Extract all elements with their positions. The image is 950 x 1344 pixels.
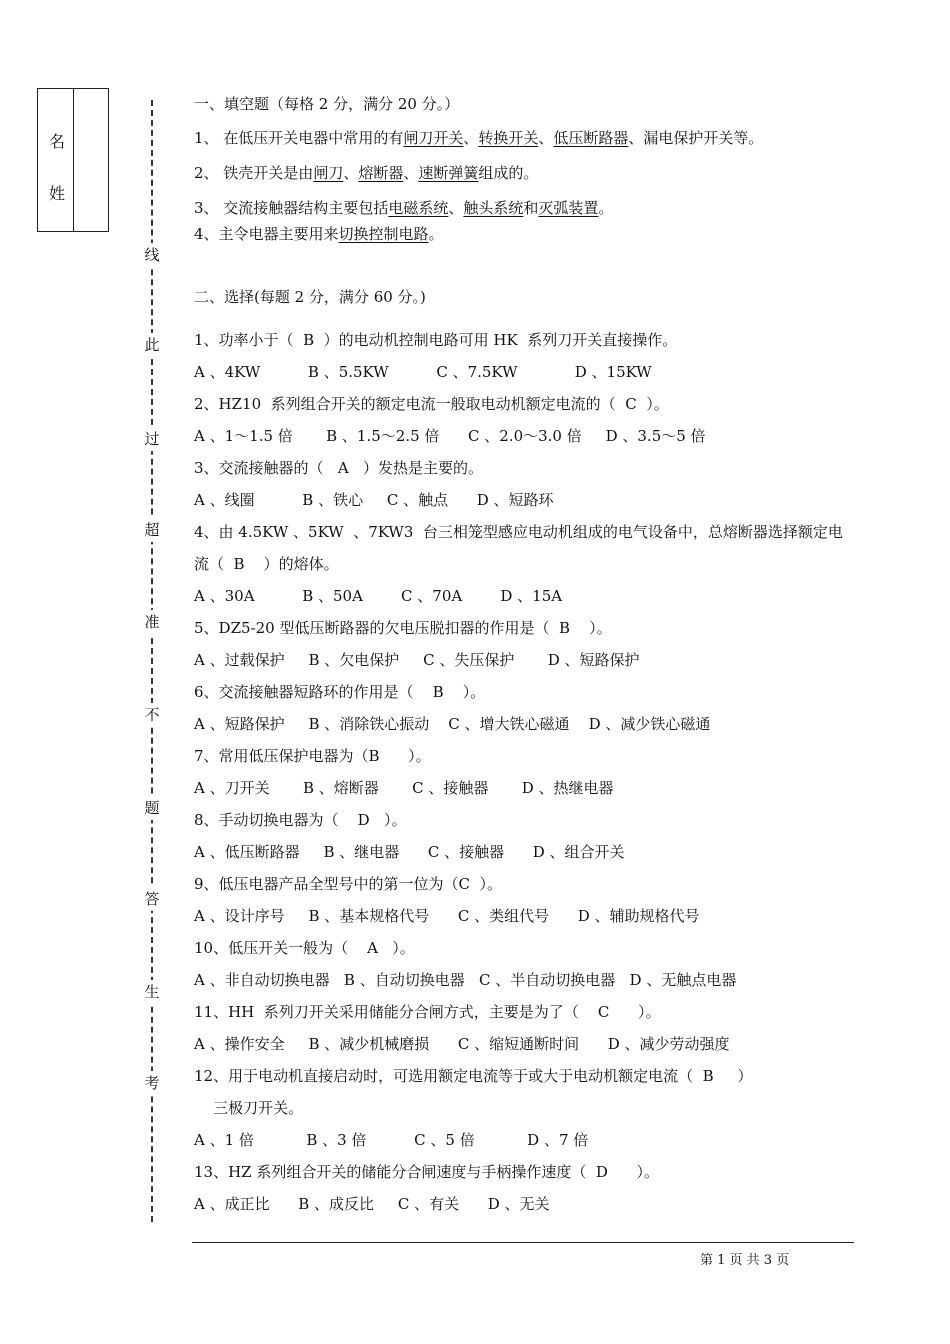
choice-options: A 、操作安全 B 、减少机械磨损 C 、缩短通断时间 D 、减少劳动强度 (194, 1035, 730, 1053)
fill-question-1 (194, 128, 763, 148)
q3-pre: 3、 交流接触器结构主要包括 (194, 199, 389, 217)
fill-question-2 (194, 163, 538, 183)
q2-pre: 2、 铁壳开关是由 (194, 164, 314, 182)
fill-question-4 (194, 224, 444, 244)
q1-answer-3: 低压断路器 (553, 129, 629, 147)
seal-char-8: 答 (140, 887, 164, 911)
q1-pre: 1、 在低压开关电器中常用的有 (194, 129, 404, 147)
q2-answer-2: 熔断器 (358, 164, 404, 182)
q3-answer-2: 触头系统 (463, 199, 524, 217)
choice-line: 7、常用低压保护电器为（B ）。 (194, 747, 431, 765)
q1-post: 、漏电保护开关等。 (628, 129, 764, 147)
name-box-char-2: 姓 (48, 184, 65, 203)
choice-line: 12、用于电动机直接启动时，可选用额定电流等于或大于电动机额定电流（ B ） (194, 1067, 753, 1085)
footer-rule (192, 1242, 854, 1243)
seal-char-1: 线 (140, 243, 164, 267)
q4-answer-1: 切换控制电路 (338, 225, 429, 243)
choice-line: 11、HH 系列刀开关采用储能分合闸方式，主要是为了（ C ）。 (194, 1003, 661, 1021)
name-box-char-1: 名 (48, 132, 65, 151)
q3-sep-2: 和 (523, 199, 539, 217)
seal-char-2: 此 (140, 333, 164, 357)
choice-line: 6、交流接触器短路环的作用是（ B ）。 (194, 683, 486, 701)
choice-options: A 、1～1.5 倍 B 、1.5～2.5 倍 C 、2.0～3.0 倍 D 、3.5～5 倍 (194, 427, 706, 445)
q4-post: 。 (428, 225, 444, 243)
q3-sep-1: 、 (448, 199, 464, 217)
q2-sep-1: 、 (343, 164, 359, 182)
choice-options: A 、低压断路器 B 、继电器 C 、接触器 D 、组合开关 (194, 843, 625, 861)
choice-line: 9、低压电器产品全型号中的第一位为（C ）。 (194, 875, 503, 893)
choice-line-continued: 流（ B ）的熔体。 (194, 555, 339, 573)
name-box-divider (73, 89, 74, 231)
q3-answer-3: 灭弧装置 (538, 199, 599, 217)
name-box (37, 88, 109, 232)
seal-char-6: 不 (140, 703, 164, 727)
choice-line: 4、由 4.5KW 、5KW 、7KW3 台三相笼型感应电动机组成的电气设备中，总熔断器选择额定电 (194, 523, 843, 541)
seal-char-5: 准 (140, 610, 164, 634)
seal-char-10: 考 (140, 1071, 164, 1095)
q1-sep-1: 、 (463, 129, 479, 147)
section1-heading: 一、填空题（每格 2 分，满分 20 分。） (194, 95, 460, 113)
choice-options: A 、1 倍 B 、3 倍 C 、5 倍 D 、7 倍 (194, 1131, 589, 1149)
q2-sep-2: 、 (403, 164, 419, 182)
choice-line: 5、DZ5-20 型低压断路器的欠电压脱扣器的作用是（ B ）。 (194, 619, 612, 637)
choice-line: 13、HZ 系列组合开关的储能分合闸速度与手柄操作速度（ D ）。 (194, 1163, 660, 1181)
choice-line: 3、交流接触器的（ A ）发热是主要的。 (194, 459, 483, 477)
q4-pre: 4、主令电器主要用来 (194, 225, 339, 243)
choice-line: 10、低压开关一般为（ A ）。 (194, 939, 415, 957)
page-number: 第 1 页 共 3 页 (700, 1253, 790, 1268)
q3-answer-1: 电磁系统 (388, 199, 449, 217)
choice-line: 1、功率小于（ B ）的电动机控制电路可用 HK 系列刀开关直接操作。 (194, 331, 678, 349)
q1-sep-2: 、 (538, 129, 554, 147)
choice-line: 8、手动切换电器为（ D ）。 (194, 811, 407, 829)
seal-char-3: 过 (140, 427, 164, 451)
seal-char-4: 超 (140, 518, 164, 542)
section2-heading: 二、选择(每题 2 分，满分 60 分。) (194, 288, 426, 306)
q3-post: 。 (598, 199, 614, 217)
choice-options: A 、成正比 B 、成反比 C 、有关 D 、无关 (194, 1195, 550, 1213)
q1-answer-1: 闸刀开关 (403, 129, 464, 147)
seal-line (151, 100, 153, 1222)
choice-options: A 、过载保护 B 、欠电保护 C 、失压保护 D 、短路保护 (194, 651, 640, 669)
choice-line-continued: 三极刀开关。 (194, 1099, 304, 1117)
q2-answer-3: 速断弹簧 (418, 164, 479, 182)
q2-answer-1: 闸刀 (313, 164, 344, 182)
seal-char-9: 生 (140, 980, 164, 1004)
choice-options: A 、非自动切换电器 B 、自动切换电器 C 、半自动切换电器 D 、无触点电器 (194, 971, 737, 989)
choice-options: A 、设计序号 B 、基本规格代号 C 、类组代号 D 、辅助规格代号 (194, 907, 700, 925)
choice-options: A 、线圈 B 、铁心 C 、触点 D 、短路环 (194, 491, 554, 509)
q2-post: 组成的。 (478, 164, 539, 182)
seal-char-7: 题 (140, 796, 164, 820)
q1-answer-2: 转换开关 (478, 129, 539, 147)
choice-options: A 、30A B 、50A C 、70A D 、15A (194, 587, 563, 605)
choice-line: 2、HZ10 系列组合开关的额定电流一般取电动机额定电流的（ C ）。 (194, 395, 669, 413)
fill-question-3 (194, 198, 613, 218)
choice-options: A 、短路保护 B 、消除铁心振动 C 、增大铁心磁通 D 、减少铁心磁通 (194, 715, 711, 733)
choice-options: A 、刀开关 B 、熔断器 C 、接触器 D 、热继电器 (194, 779, 614, 797)
choice-options: A 、4KW B 、5.5KW C 、7.5KW D 、15KW (194, 363, 652, 381)
